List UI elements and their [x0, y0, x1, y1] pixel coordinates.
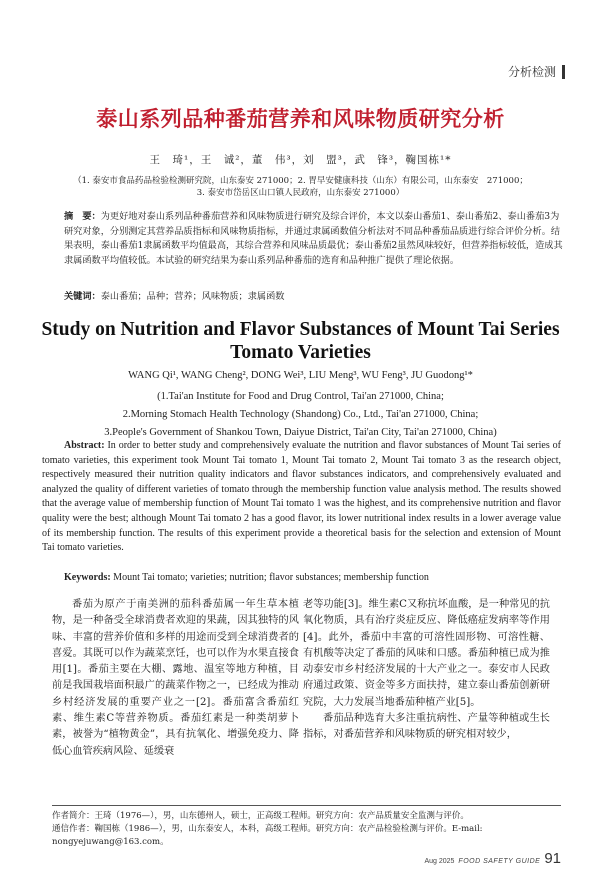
en-aff-line1: (1.Tai'an Institute for Food and Drug Control, Tai'an 271000, China; — [157, 391, 444, 402]
en-aff-line2: 2.Morning Stomach Health Technology (Shandong) Co., Ltd., Tai'an 271000, China; — [122, 409, 479, 420]
page-number: 91 — [544, 850, 561, 867]
en-affiliations — [0, 388, 601, 442]
footer-date: Aug 2025 — [424, 858, 455, 865]
footer-magazine: FOOD SAFETY GUIDE — [458, 858, 541, 865]
en-keywords — [64, 572, 565, 583]
section-tag-label: 分析检测 — [507, 65, 556, 79]
cn-aff-line1: （1. 泰安市食品药品检验检测研究院，山东泰安 271000；2. 胃早安健康科技（山东）有限公司，山东泰安 271000； — [73, 176, 528, 186]
footnote-corresponding: 通信作者：鞠国栋（1986—），男，山东泰安人，本科，高级工程师。研究方向：农产品检验检测与评价。E-mail: nongyejuwang@163.com。 — [52, 824, 483, 847]
cn-title: 泰山系列品种番茄营养和风味物质研究分析 — [96, 106, 505, 131]
cn-authors: 王 琦¹，王 诚²，董 伟³，刘 盟³，武 锋³，鞠国栋¹* — [149, 154, 452, 166]
body-right-para1: 老等功能[3]。维生素C又称抗坏血酸，是一种常见的抗氧化物质，具有治疗炎症反应、降低癌症发病率等作用[4]。此外，番茄中丰富的可溶性固形物、可溶性糖、有机酸等决定了番茄的风味和口感。番茄种植已成为推动泰安市乡村经济发展的十大产业之一。泰安市人民政府通过政策、资金等多方面扶持，建立泰山番茄创新研究院，大力发展当地番茄种植产业[5]。 — [303, 599, 550, 708]
en-abstract — [42, 439, 561, 556]
en-keywords-text: Mount Tai tomato; varieties; nutrition; flavor substances; membership function — [110, 572, 429, 583]
cn-keywords — [64, 288, 565, 302]
cn-keywords-text: 泰山番茄；品种；营养；风味物质；隶属函数 — [100, 291, 285, 302]
cn-abstract-label: 摘 要： — [64, 211, 101, 222]
en-abstract-text: In order to better study and comprehensively evaluate the nutrition and flavor substances of Mount Tai series of tomato varieties, this experiment took Mount Tai tomato 1, Mount Tai tomato 2, Mount Tai tomato 3 as the research object, respectively measured their nutrition quality indicators and flavor substances indicators, and comprehensively evaluated and analyzed the quality of different varieties of tomato through the membership function value analysis method. The results showed that the average value of membership function of Mount Tai tomato 1 was the highest, and its comprehensive nutrition and flavor quality were the best; although Mount Tai tomato 2 has a good flavor, its lower nutritional index results in a lower average value of its membership function. The results of this experiment provide a theoretical basis for the selection and extension of Mount Tai tomato varieties. — [42, 440, 561, 554]
footnote-author: 作者简介：王琦（1976—），男，山东德州人，硕士，正高级工程师。研究方向：农产品质量安全监测与评价。 — [52, 811, 469, 821]
body-column-left: 番茄为原产于南美洲的茄科番茄属一年生草本植物，是一种备受全球消费者欢迎的果蔬，因其独特的风味、丰富的营养价值和多样的用途而受到全球消费者的喜爱。其既可以作为蔬菜烹饪，也可以作为水果直接食用[1]。番茄主要在大棚、露地、温室等地方种植，目前是我国栽培面积最广的蔬菜作物之一，已经成为推动乡村经济发展的重要产业之一[2]。番茄富含番茄红素、维生素C等营养物质。番茄红素是一种类胡萝卜素，被誉为“植物黄金”，具有抗氧化、增强免疫力、降低心血管疾病风险、延缓衰 — [52, 599, 299, 757]
body-column-right — [303, 597, 550, 744]
cn-abstract — [64, 210, 565, 268]
section-tag-bar — [562, 65, 565, 79]
cn-abstract-text: 为更好地对泰山系列品种番茄营养和风味物质进行研究及综合评价，本文以泰山番茄1、泰山番茄2、泰山番茄3为研究对象，分别测定其营养品质指标和风味物质指标，并通过隶属函数值分析法对不同品种番茄品质进行综合评价分析。结果表明，泰山番茄1隶属函数平均值最高，其综合营养和风味品质最优；泰山番茄2虽然风味较好，但营养指标较低，造成其隶属函数平均值较低。本试验的研究结果为泰山系列品种番茄的选育和品种推广提供了理论依据。 — [64, 211, 563, 266]
footnote — [52, 810, 561, 849]
en-abstract-label: Abstract: — [64, 440, 105, 451]
footnote-divider — [52, 805, 561, 806]
section-tag — [508, 63, 565, 80]
page-footer — [424, 850, 561, 867]
cn-keywords-label: 关键词： — [64, 291, 101, 302]
en-aff-line3: 3.People's Government of Shankou Town, Daiyue District, Tai'an City, Tai'an 271000, China) — [104, 427, 497, 438]
body-right-para2: 番茄品种选育大多注重抗病性、产量等种植或生长指标，对番茄营养和风味物质的研究相对较少， — [303, 713, 550, 741]
cn-affiliations — [60, 175, 541, 199]
en-keywords-label: Keywords: — [64, 572, 111, 583]
en-title: Study on Nutrition and Flavor Substances of Mount Tai Series Tomato Varieties — [41, 319, 560, 363]
cn-aff-line2: 3. 泰安市岱岳区山口镇人民政府，山东泰安 271000） — [196, 188, 405, 198]
en-authors: WANG Qi¹, WANG Cheng², DONG Wei³, LIU Meng³, WU Feng³, JU Guodong¹* — [128, 370, 473, 381]
